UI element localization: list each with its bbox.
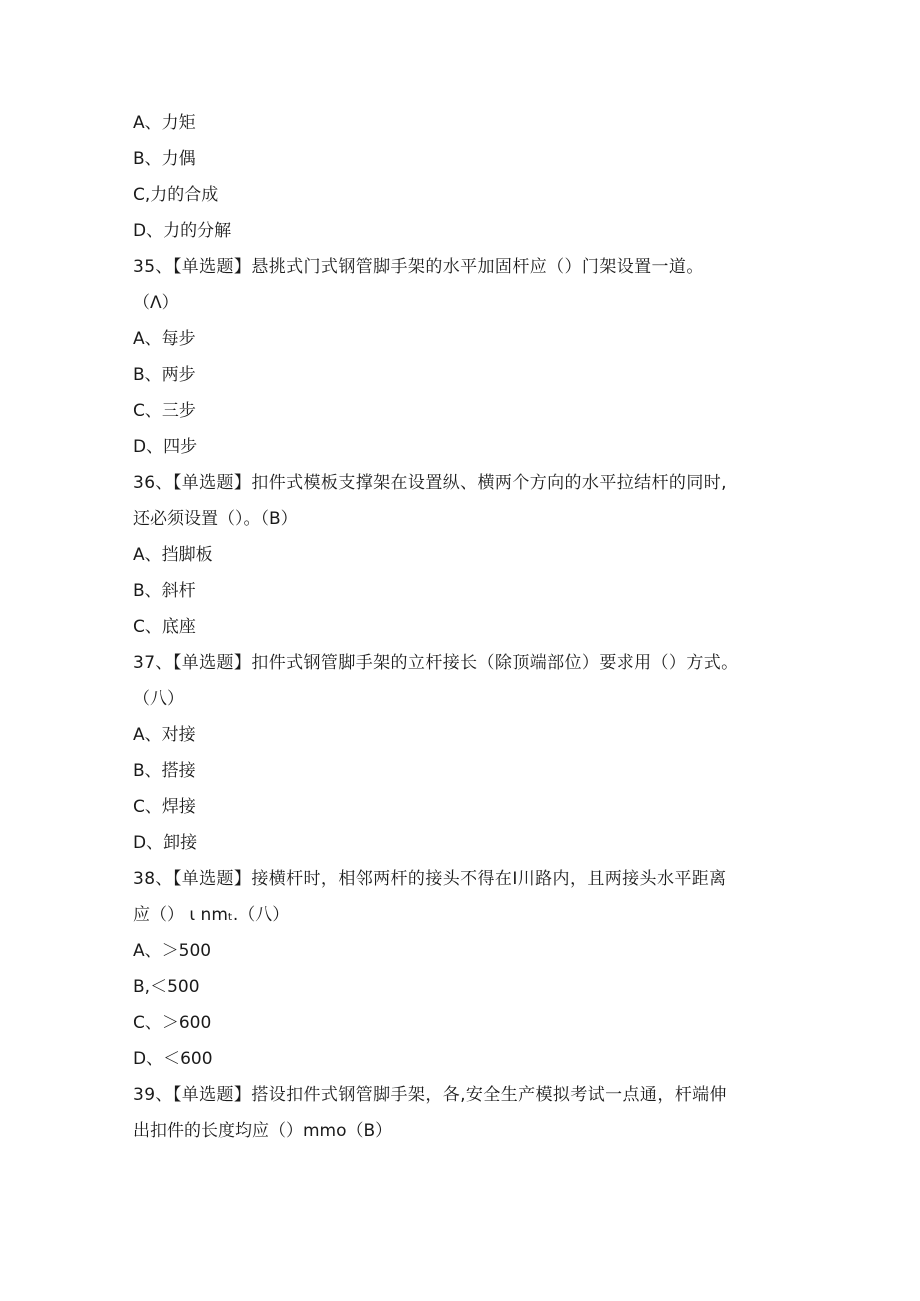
question-line: 应（） ι nmₜ.（八） bbox=[133, 905, 290, 925]
option-line: D、卸接 bbox=[133, 833, 198, 853]
option-line: D、＜600 bbox=[133, 1049, 213, 1069]
option-line: A、力矩 bbox=[133, 113, 196, 133]
question-line: 37、【单选题】扣件式钢管脚手架的立杆接长（除顶端部位）要求用（）方式。 bbox=[133, 653, 739, 673]
option-line: B、搭接 bbox=[133, 761, 196, 781]
option-line: A、每步 bbox=[133, 329, 196, 349]
question-line: 35、【单选题】悬挑式门式钢管脚手架的水平加固杆应（）门架设置一道。 bbox=[133, 257, 704, 277]
option-line: A、＞500 bbox=[133, 941, 212, 961]
question-line: 还必须设置（）。（B） bbox=[133, 509, 298, 529]
option-line: C、三步 bbox=[133, 401, 196, 421]
answer-line: （Λ） bbox=[133, 293, 179, 313]
option-line: B、力偶 bbox=[133, 149, 196, 169]
question-line: 36、【单选题】扣件式模板支撑架在设置纵、横两个方向的水平拉结杆的同时, bbox=[133, 473, 727, 493]
option-line: C、＞600 bbox=[133, 1013, 212, 1033]
option-line: B、斜杆 bbox=[133, 581, 196, 601]
question-line: 39、【单选题】搭设扣件式钢管脚手架，各,安全生产模拟考试一点通，杆端伸 bbox=[133, 1085, 727, 1105]
option-line: D、力的分解 bbox=[133, 221, 232, 241]
option-line: C、底座 bbox=[133, 617, 196, 637]
question-line: 出扣件的长度均应（）mmo（B） bbox=[133, 1121, 393, 1141]
answer-line: （八） bbox=[133, 689, 184, 709]
option-line: C、焊接 bbox=[133, 797, 196, 817]
option-line: B,＜500 bbox=[133, 977, 200, 997]
option-line: A、挡脚板 bbox=[133, 545, 213, 565]
option-line: D、四步 bbox=[133, 437, 198, 457]
option-line: B、两步 bbox=[133, 365, 196, 385]
option-line: C,力的合成 bbox=[133, 185, 219, 205]
question-line: 38、【单选题】接横杆时，相邻两杆的接头不得在I川路内，且两接头水平距离 bbox=[133, 869, 727, 889]
option-line: A、对接 bbox=[133, 725, 196, 745]
